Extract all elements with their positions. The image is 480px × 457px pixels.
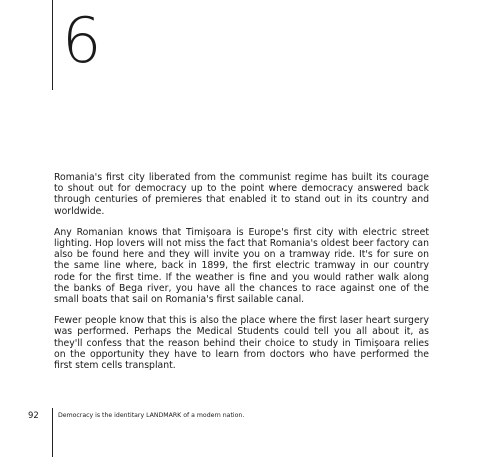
page-number: 92 xyxy=(28,411,39,421)
paragraph-2: Any Romanian knows that Timișoara is Europe's first city with electric street lighting. Hop lovers will not miss the fact that Romania's oldest beer factory can also be found here and they will invite you on a tramway ride. It's for sure on the same line where, back in 1899, the first electric tramway in our country rode for the first time. If the weather is fine and you would rather walk along the banks of Bega river, you have all the chances to race against one of the small boats that sail on Romania's first sailable canal. xyxy=(54,226,429,306)
paragraph-3: Fewer people know that this is also the place where the first laser heart surgery was performed. Perhaps the Medical Students could tell you all about it, as they'll confess that the reason behind their choice to study in Timișoara relies on the opportunity they have to learn from doctors who have performed the first stem cells transplant. xyxy=(54,315,429,372)
footer-tagline: Democracy is the identitary LANDMARK of a modern nation. xyxy=(58,412,245,419)
top-vertical-rule xyxy=(52,0,53,90)
body-text xyxy=(54,172,429,381)
paragraph-1: Romania's first city liberated from the communist regime has built its courage to shout out for democracy up to the point where democracy answered back through centuries of premieres that enabled it to stand out in its country and worldwide. xyxy=(54,172,429,217)
chapter-number: 6 xyxy=(62,4,101,77)
footer-vertical-rule xyxy=(52,408,53,457)
